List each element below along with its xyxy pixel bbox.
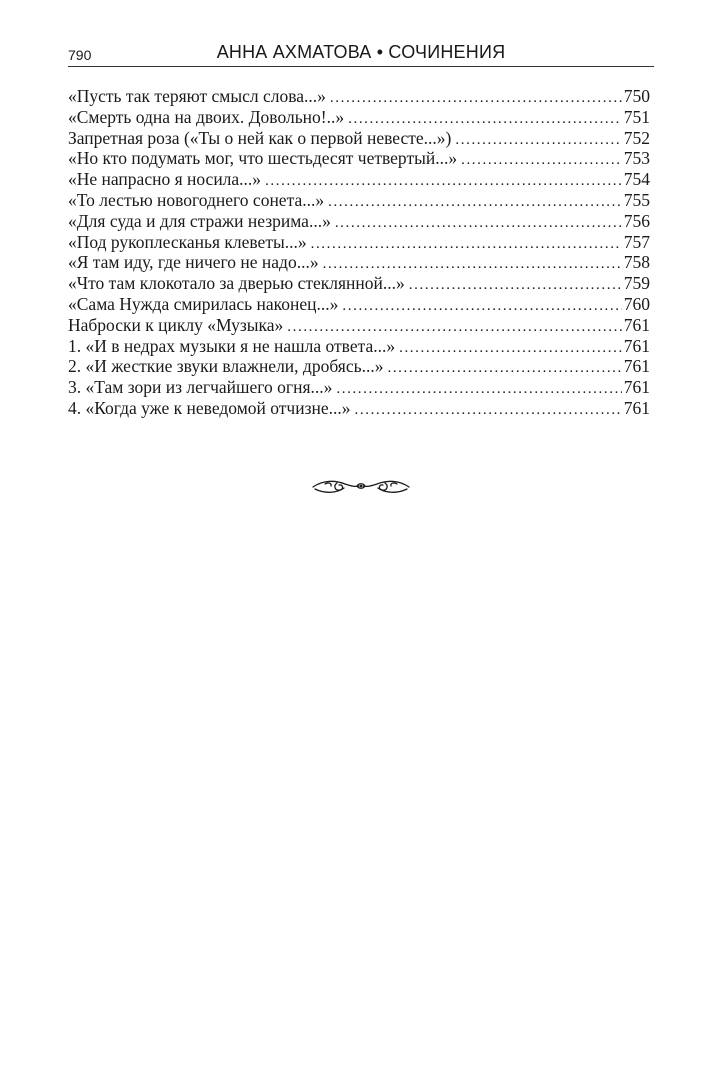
dot-leader [287, 317, 621, 338]
toc-entry-page: 752 [623, 127, 650, 148]
toc-entry [68, 232, 650, 253]
toc-entry-page: 754 [623, 169, 650, 190]
dot-leader [336, 379, 621, 400]
toc-entry-page: 759 [623, 273, 650, 294]
toc-entry-title: 3. «Там зори из легчайшего огня...» [68, 377, 333, 398]
toc-entry-page: 761 [623, 377, 650, 398]
toc-entry-title: «Сама Нужда смирилась наконец...» [68, 293, 339, 314]
toc-entry [68, 315, 650, 336]
dot-leader [409, 275, 622, 296]
toc-entry-page: 761 [623, 397, 650, 418]
dot-leader [387, 358, 621, 379]
dot-leader [265, 171, 622, 192]
running-header [68, 38, 654, 67]
toc-entry [68, 377, 650, 398]
toc-entry [68, 273, 650, 294]
toc-entry [68, 252, 650, 273]
toc-entry-title: Запретная роза («Ты о ней как о первой невесте...») [68, 127, 452, 148]
toc-entry-page: 755 [623, 189, 650, 210]
toc-entry-title: «То лестью новогоднего сонета...» [68, 189, 325, 210]
page-number: 790 [68, 47, 92, 63]
toc-entry [68, 294, 650, 315]
dot-leader [335, 213, 622, 234]
dot-leader [348, 109, 622, 130]
toc-entry-title: Наброски к циклу «Музыка» [68, 314, 284, 335]
dot-leader [399, 338, 622, 359]
toc-entry-page: 761 [623, 335, 650, 356]
dot-leader [330, 88, 622, 109]
toc-entry-page: 761 [623, 314, 650, 335]
toc-entry [68, 398, 650, 419]
dot-leader [323, 254, 622, 275]
toc-entry-title: 1. «И в недрах музыки я не нашла ответа...» [68, 335, 396, 356]
toc-entry-title: «Я там иду, где ничего не надо...» [68, 252, 319, 273]
toc-entry-page: 761 [623, 356, 650, 377]
dot-leader [461, 150, 622, 171]
toc-entry-title: «Не напрасно я носила...» [68, 169, 262, 190]
toc-entry [68, 128, 650, 149]
toc-entry [68, 107, 650, 128]
toc-entry-title: 2. «И жесткие звуки влажнели, дробясь...» [68, 356, 384, 377]
dot-leader [455, 130, 621, 151]
toc-entry-title: «Под рукоплесканья клеветы...» [68, 231, 307, 252]
toc-entry [68, 336, 650, 357]
running-title: АННА АХМАТОВА • СОЧИНЕНИЯ [216, 42, 506, 62]
dot-leader [328, 192, 622, 213]
toc-entry-page: 760 [623, 293, 650, 314]
toc-entry [68, 169, 650, 190]
toc-entry-page: 750 [623, 86, 650, 106]
toc-entry-title: 4. «Когда уже к неведомой отчизне...» [68, 397, 351, 418]
toc-entry [68, 356, 650, 377]
toc-entry-title: «Но кто подумать мог, что шестьдесят четвертый...» [68, 148, 458, 169]
toc-entry-page: 758 [623, 252, 650, 273]
toc-entry [68, 86, 650, 107]
toc-entry-title: «Что там клокотало за дверью стеклянной...» [68, 273, 405, 294]
flourish-ornament-icon [311, 474, 411, 498]
toc-entry [68, 190, 650, 211]
toc-entry [68, 148, 650, 169]
toc-entry-title: «Смерть одна на двоих. Довольно!..» [68, 106, 345, 127]
toc-entry-title: «Для суда и для стражи незрима...» [68, 210, 331, 231]
toc-entry-page: 756 [623, 210, 650, 231]
toc-entry-page: 753 [623, 148, 650, 169]
toc-entry [68, 211, 650, 232]
toc-entry-title: «Пусть так теряют смысл слова...» [68, 86, 326, 106]
table-of-contents [68, 86, 650, 419]
dot-leader [355, 400, 622, 421]
dot-leader [342, 296, 621, 317]
dot-leader [311, 234, 622, 255]
toc-entry-page: 757 [623, 231, 650, 252]
toc-entry-page: 751 [623, 106, 650, 127]
